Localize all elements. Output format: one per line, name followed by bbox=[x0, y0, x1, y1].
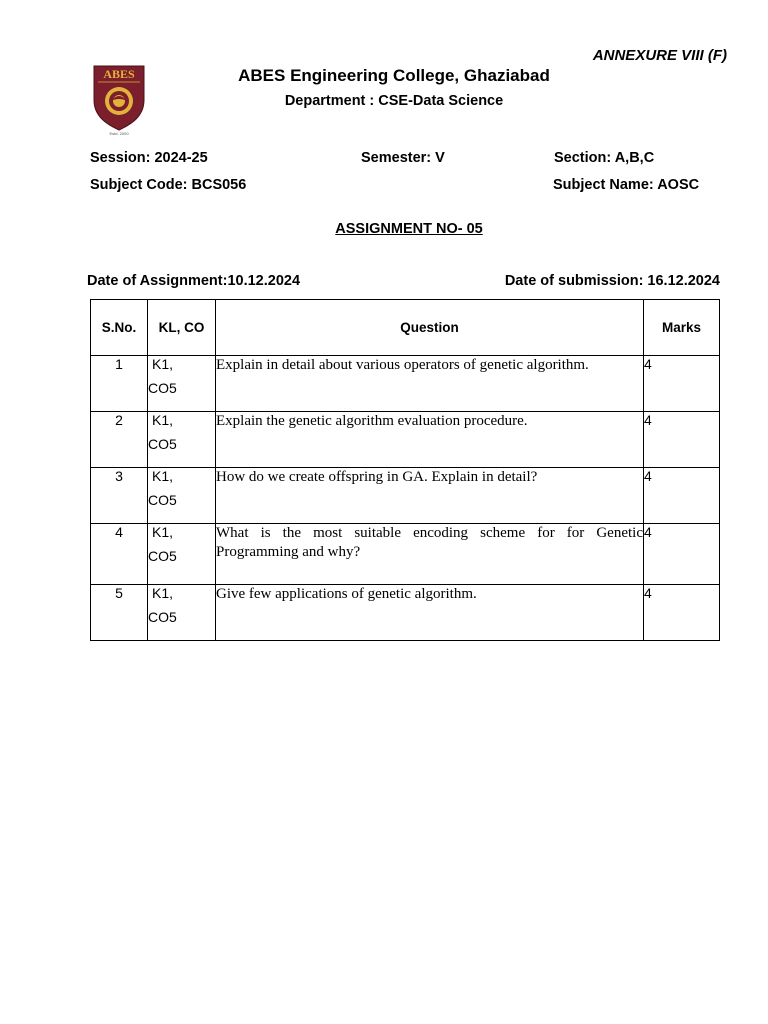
subject-code: Subject Code: BCS056 bbox=[90, 177, 247, 193]
session: Session: 2024-25 bbox=[90, 150, 208, 166]
row-kl-co bbox=[148, 356, 216, 412]
row-kl: K1, bbox=[152, 356, 174, 372]
assignment-title: ASSIGNMENT NO- 05 bbox=[335, 221, 483, 237]
row-question: What is the most suitable encoding scheme for for Genetic Programming and why? bbox=[216, 524, 644, 585]
date-of-assignment: Date of Assignment:10.12.2024 bbox=[87, 273, 301, 289]
header-kl-co: KL, CO bbox=[148, 300, 216, 356]
row-question: Explain in detail about various operators of genetic algorithm. bbox=[216, 356, 644, 412]
row-kl-co bbox=[148, 412, 216, 468]
section: Section: A,B,C bbox=[554, 150, 655, 166]
row-question: Explain the genetic algorithm evaluation procedure. bbox=[216, 412, 644, 468]
header-sno: S.No. bbox=[91, 300, 148, 356]
header-marks: Marks bbox=[644, 300, 720, 356]
row-co: CO5 bbox=[148, 609, 177, 625]
row-kl-co bbox=[148, 468, 216, 524]
logo-estd: Estd. 2000 bbox=[109, 131, 129, 136]
table-row bbox=[91, 585, 720, 641]
annexure-label: ANNEXURE VIII (F) bbox=[592, 47, 727, 64]
table-row bbox=[91, 356, 720, 412]
row-co: CO5 bbox=[148, 548, 177, 564]
row-sno: 2 bbox=[91, 412, 148, 468]
row-kl-co bbox=[148, 585, 216, 641]
row-kl: K1, bbox=[152, 468, 174, 484]
row-kl: K1, bbox=[152, 524, 174, 540]
table-row bbox=[91, 524, 720, 585]
row-co: CO5 bbox=[148, 492, 177, 508]
table-row bbox=[91, 468, 720, 524]
department-name: Department : CSE-Data Science bbox=[284, 93, 504, 109]
questions-table bbox=[90, 299, 720, 641]
subject-name: Subject Name: AOSC bbox=[553, 177, 700, 193]
table-header-row bbox=[91, 300, 720, 356]
table-row bbox=[91, 412, 720, 468]
college-name: ABES Engineering College, Ghaziabad bbox=[238, 66, 550, 85]
row-co: CO5 bbox=[148, 436, 177, 452]
row-sno: 4 bbox=[91, 524, 148, 585]
row-kl-co bbox=[148, 524, 216, 585]
row-kl: K1, bbox=[152, 412, 174, 428]
row-marks: 4 bbox=[644, 585, 720, 641]
logo-text: ABES bbox=[103, 67, 135, 81]
row-marks: 4 bbox=[644, 468, 720, 524]
row-question: Give few applications of genetic algorithm. bbox=[216, 585, 644, 641]
row-sno: 3 bbox=[91, 468, 148, 524]
row-marks: 4 bbox=[644, 524, 720, 585]
row-sno: 5 bbox=[91, 585, 148, 641]
semester: Semester: V bbox=[361, 150, 445, 166]
row-co: CO5 bbox=[148, 380, 177, 396]
row-sno: 1 bbox=[91, 356, 148, 412]
row-marks: 4 bbox=[644, 412, 720, 468]
date-of-submission: Date of submission: 16.12.2024 bbox=[504, 273, 720, 289]
header-question: Question bbox=[216, 300, 644, 356]
row-marks: 4 bbox=[644, 356, 720, 412]
row-question: How do we create offspring in GA. Explain in detail? bbox=[216, 468, 644, 524]
row-kl: K1, bbox=[152, 585, 174, 601]
